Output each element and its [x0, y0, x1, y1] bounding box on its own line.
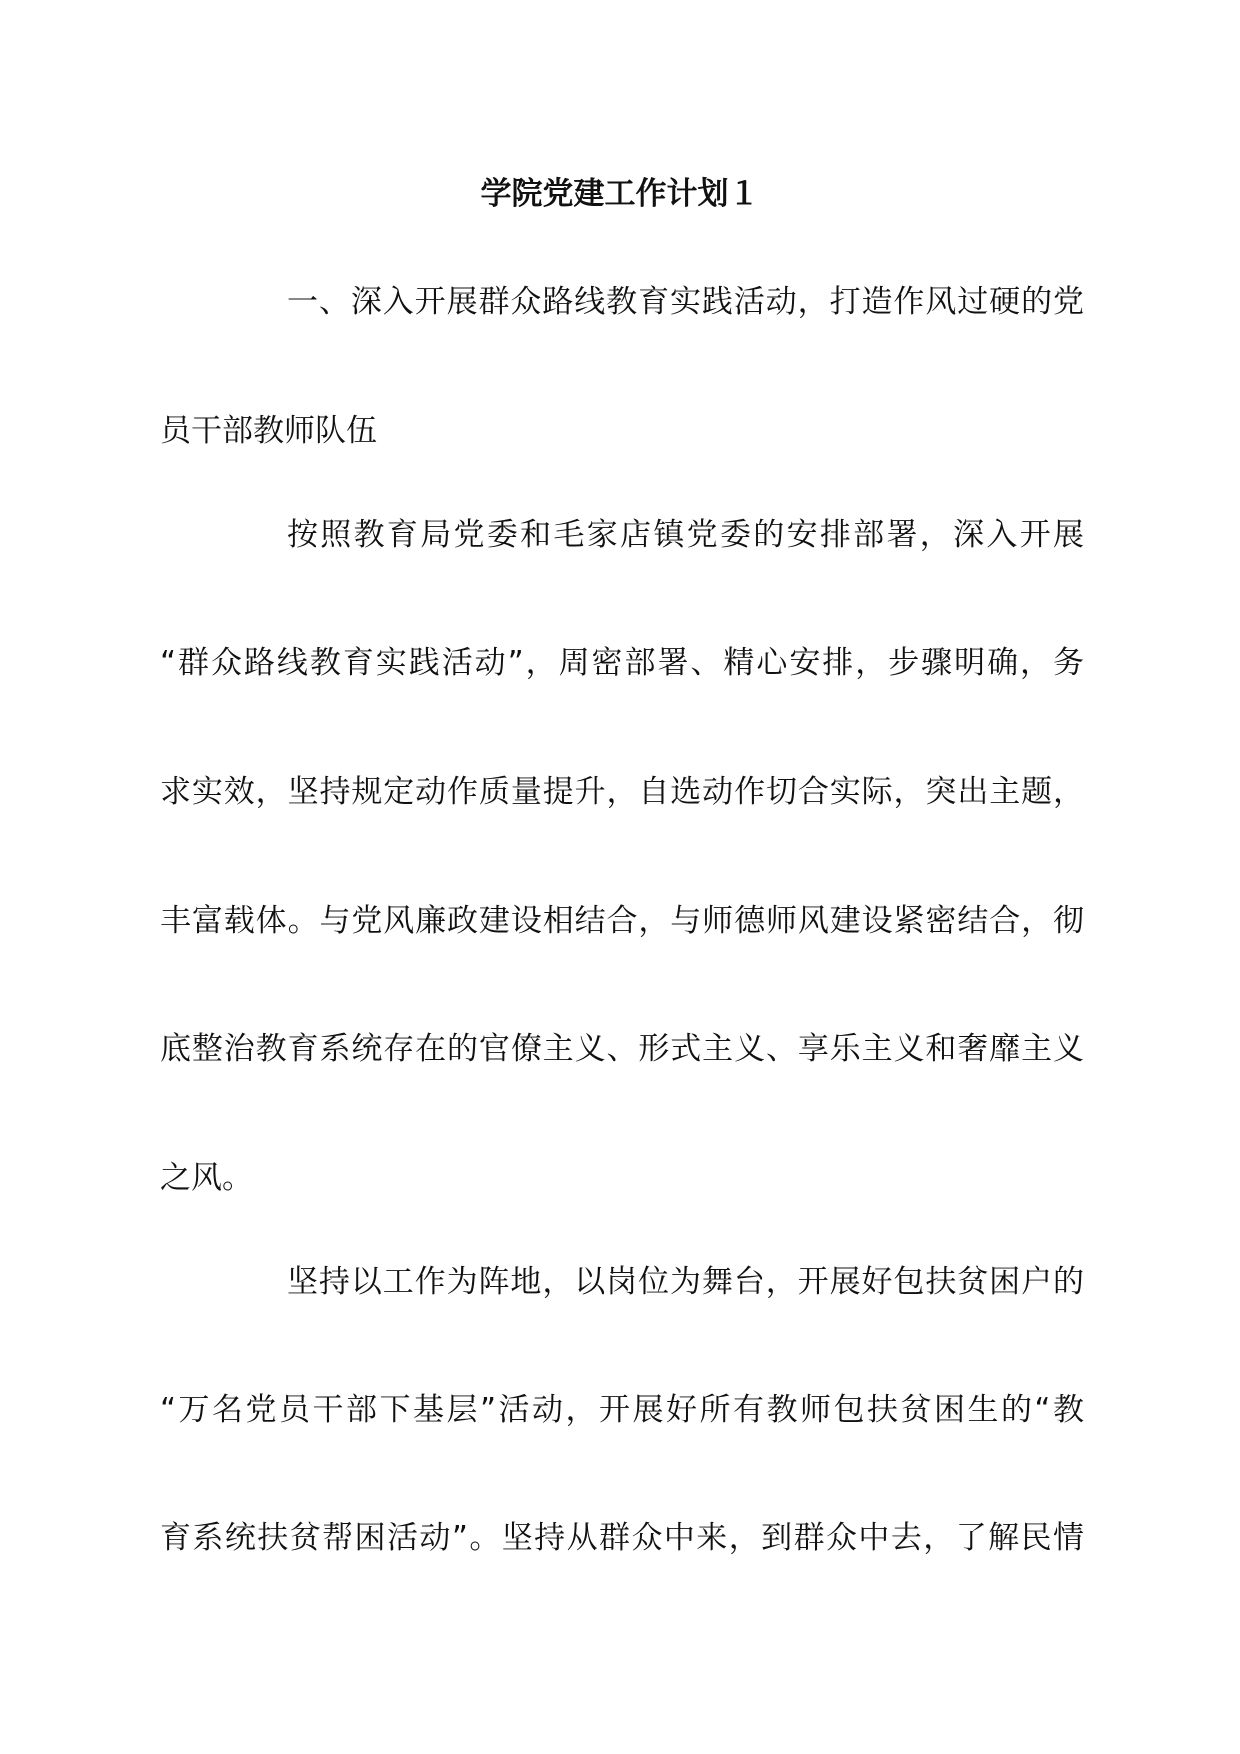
document-title: 学院党建工作计划１ [480, 176, 760, 212]
paragraph-line: 求实效，坚持规定动作质量提升，自选动作切合实际，突出主题， [160, 774, 1084, 810]
paragraph-line: 育系统扶贫帮困活动”。坚持从群众中来，到群众中去，了解民情 [160, 1520, 1084, 1556]
paragraph-line: “万名党员干部下基层”活动，开展好所有教师包扶贫困生的“教 [160, 1392, 1084, 1428]
paragraph-line: 按照教育局党委和毛家店镇党委的安排部署，深入开展 [287, 517, 1084, 553]
paragraph-line: 丰富载体。与党风廉政建设相结合，与师德师风建设紧密结合，彻 [160, 903, 1084, 939]
section-heading-line-1: 一、深入开展群众路线教育实践活动，打造作风过硬的党 [287, 284, 1084, 320]
paragraph-line: “群众路线教育实践活动”，周密部署、精心安排，步骤明确，务 [160, 645, 1084, 681]
section-heading-line-2: 员干部教师队伍 [160, 413, 377, 449]
paragraph-line: 之风。 [160, 1160, 253, 1196]
paragraph-line: 底整治教育系统存在的官僚主义、形式主义、享乐主义和奢靡主义 [160, 1031, 1084, 1067]
paragraph-line: 坚持以工作为阵地，以岗位为舞台，开展好包扶贫困户的 [287, 1264, 1084, 1300]
